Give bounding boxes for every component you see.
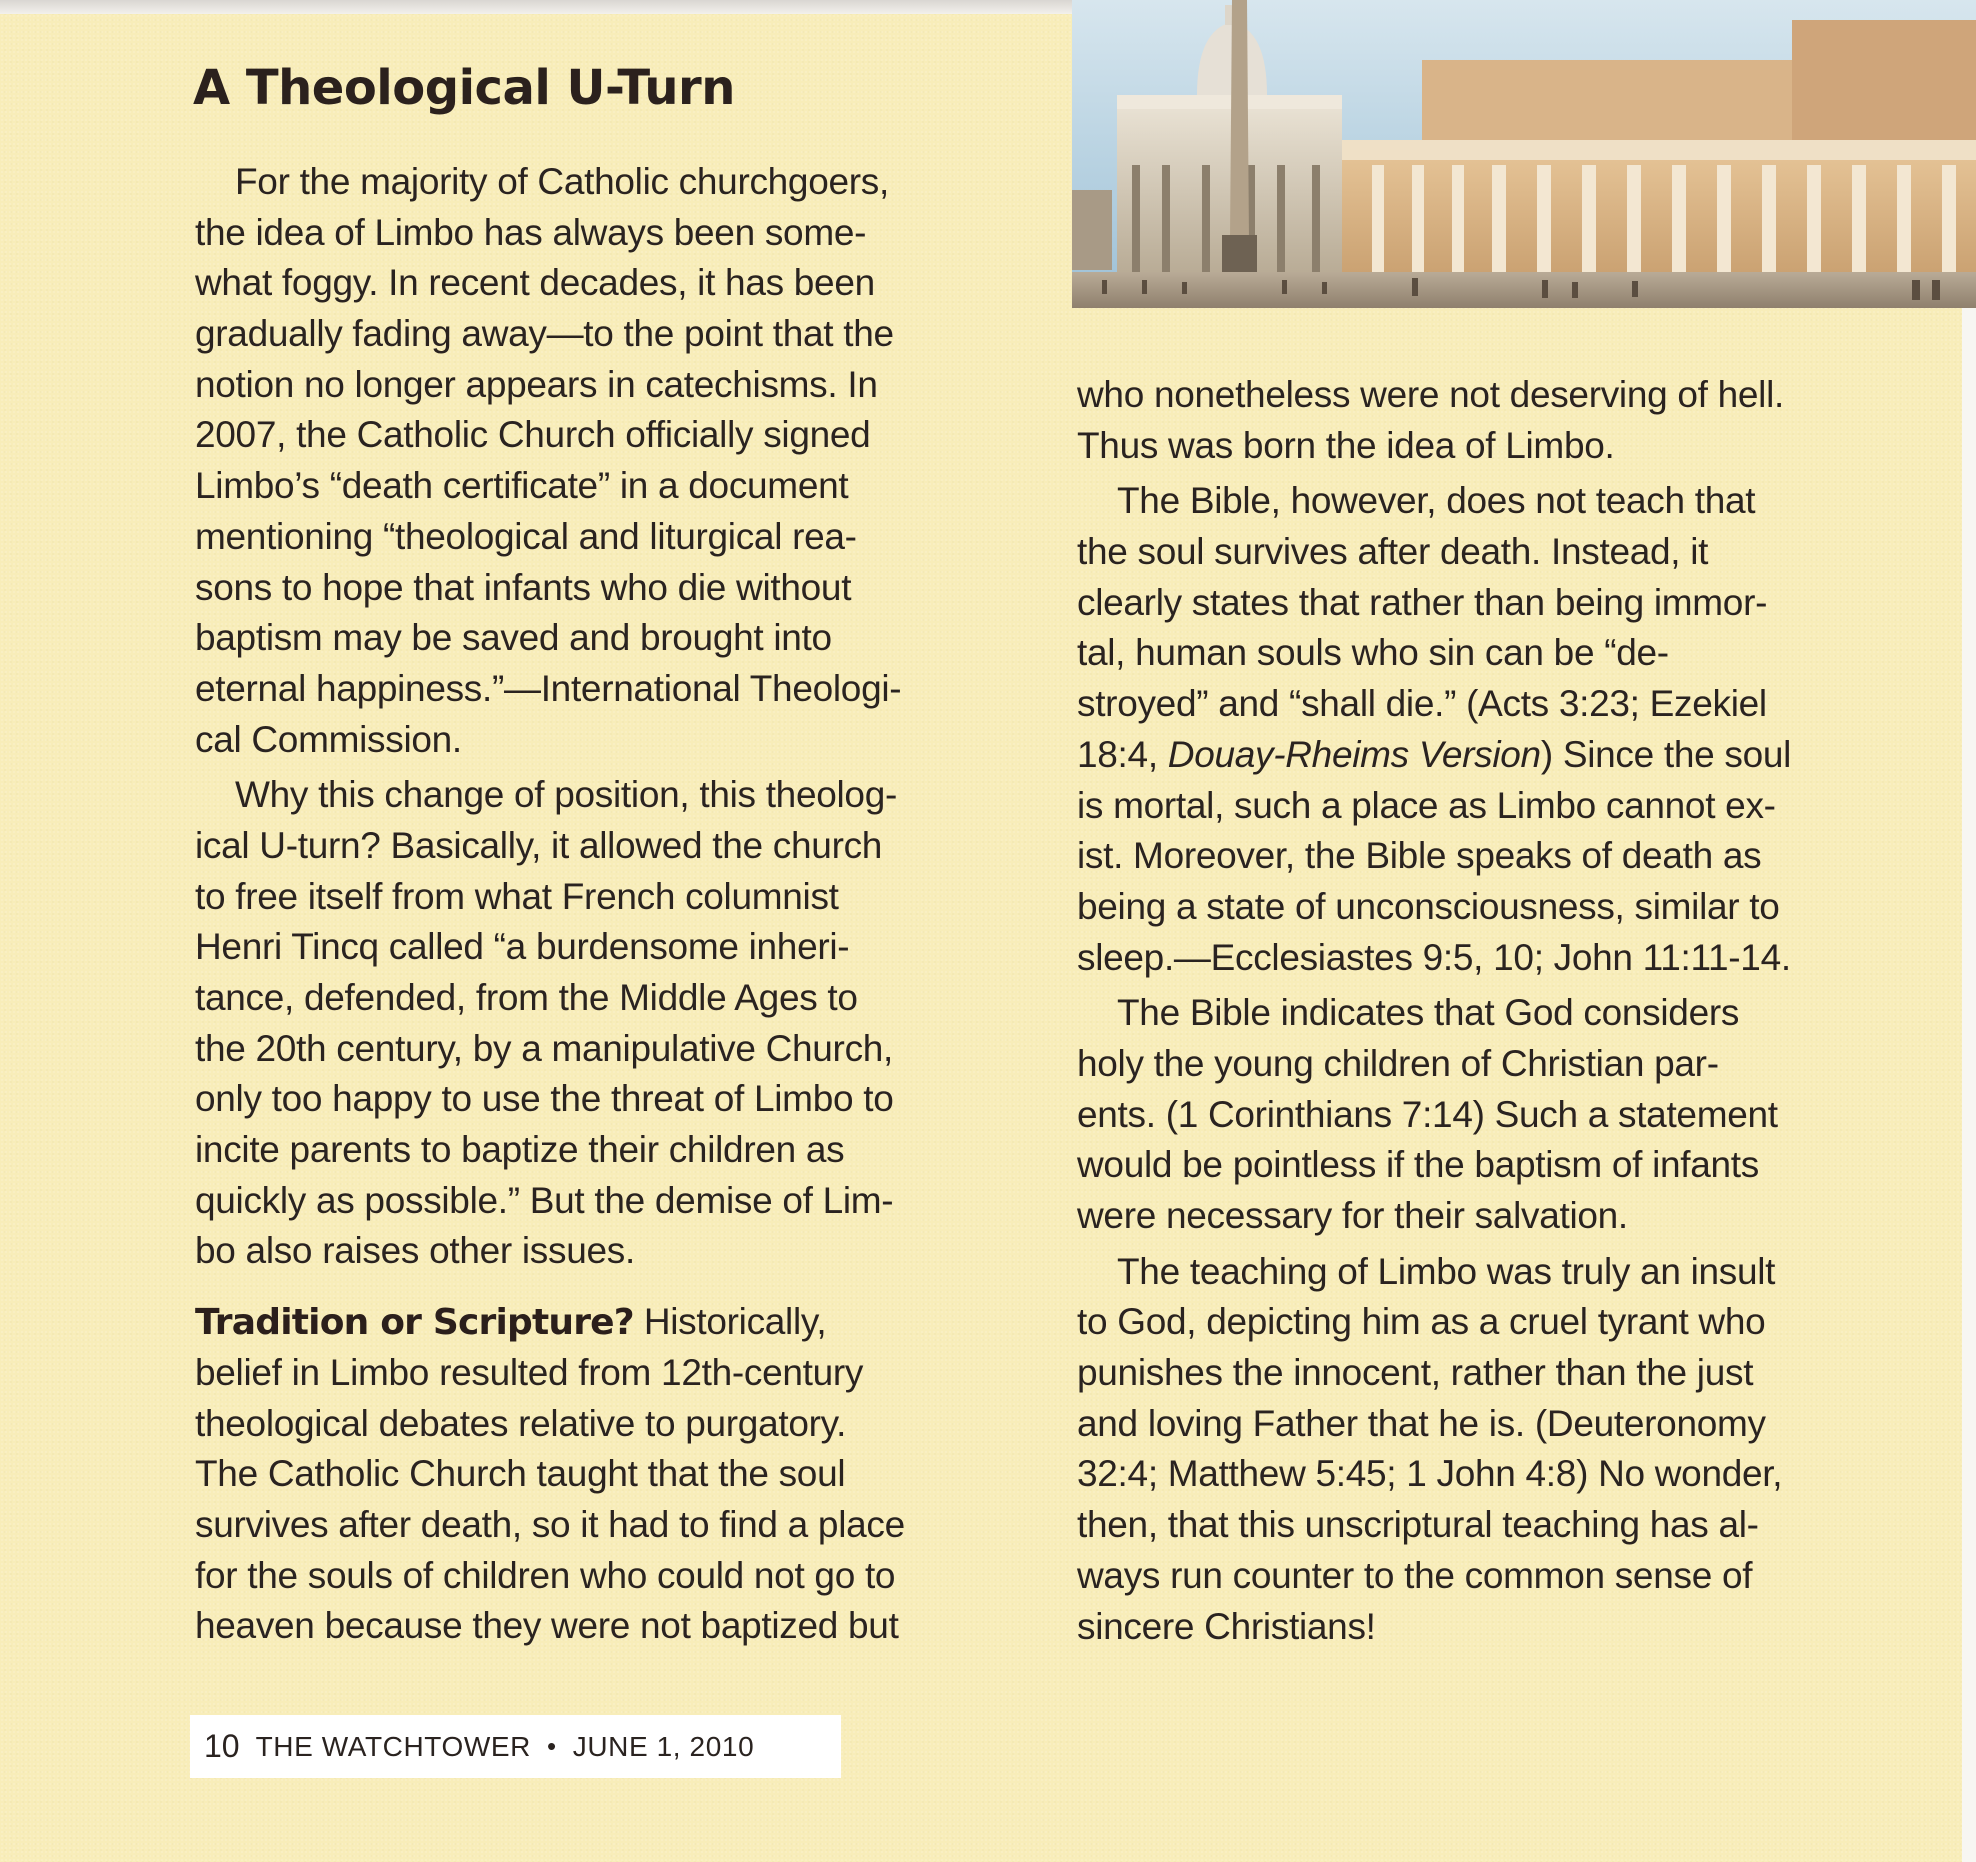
paragraph-line: ical U-turn? Basically, it allowed the church bbox=[195, 824, 883, 866]
paragraph-line: tal, human souls who sin can be “de- bbox=[1077, 632, 1669, 674]
paragraph-line: The teaching of Limbo was truly an insult bbox=[1117, 1250, 1776, 1292]
left-column bbox=[195, 157, 1035, 1652]
paragraph-line: and loving Father that he is. (Deuteronomy bbox=[1077, 1402, 1766, 1444]
paragraph-line: sons to hope that infants who die without bbox=[195, 566, 852, 608]
paragraph-line: For the majority of Catholic churchgoers, bbox=[235, 161, 889, 202]
paragraph-line: The Catholic Church taught that the soul bbox=[195, 1453, 846, 1495]
paragraph-line: quickly as possible.” But the demise of Lim- bbox=[195, 1179, 894, 1221]
paragraph-tradition-or-scripture bbox=[195, 1297, 1035, 1652]
paragraph-line: ways run counter to the common sense of bbox=[1077, 1554, 1753, 1596]
paragraph-line: survives after death, so it had to find a place bbox=[195, 1503, 905, 1545]
paragraph-tradition-body bbox=[195, 1348, 1035, 1652]
page-footer bbox=[190, 1715, 841, 1778]
paragraph-bible-teaching bbox=[1077, 476, 1937, 983]
section-subheading: Tradition or Scripture? bbox=[195, 1302, 634, 1344]
paragraph-line: ist. Moreover, the Bible speaks of death as bbox=[1077, 835, 1762, 877]
paragraph-line: baptism may be saved and brought into bbox=[195, 617, 832, 659]
paragraph-line: mentioning “theological and liturgical rea- bbox=[195, 515, 857, 557]
paragraph-continued bbox=[1077, 370, 1937, 471]
paragraph-line: to free itself from what French columnist bbox=[195, 875, 839, 917]
paragraph-line bbox=[1077, 730, 1937, 781]
paragraph-line: heaven because they were not baptized but bbox=[195, 1605, 899, 1647]
paragraph-line: holy the young children of Christian par- bbox=[1077, 1042, 1719, 1084]
paragraph-line: cal Commission. bbox=[195, 718, 462, 760]
paragraph-line: incite parents to baptize their children as bbox=[195, 1129, 845, 1171]
paragraph-line: the idea of Limbo has always been some- bbox=[195, 211, 867, 253]
paragraph-line: were necessary for their salvation. bbox=[1077, 1195, 1628, 1236]
paragraph-line-text: Historically, bbox=[633, 1301, 827, 1343]
paragraph-line: clearly states that rather than being immor- bbox=[1077, 581, 1768, 623]
paragraph-line: would be pointless if the baptism of infants bbox=[1077, 1144, 1759, 1186]
paragraph-line: Thus was born the idea of Limbo. bbox=[1077, 424, 1615, 466]
paragraph-insult-to-god bbox=[1077, 1247, 1937, 1653]
paragraph-line: belief in Limbo resulted from 12th-century bbox=[195, 1351, 864, 1393]
bible-version-italic: Douay-Rheims Version bbox=[1167, 733, 1541, 775]
paragraph-line: bo also raises other issues. bbox=[195, 1230, 635, 1272]
paragraph-line: Why this change of position, this theolog- bbox=[235, 774, 898, 816]
page-number: 10 bbox=[204, 1728, 240, 1764]
publication-name: THE WATCHTOWER bbox=[255, 1730, 532, 1762]
paragraph-line: being a state of unconsciousness, similar to bbox=[1077, 885, 1780, 927]
paragraph-line: what foggy. In recent decades, it has been bbox=[195, 262, 875, 304]
paragraph-line: to God, depicting him as a cruel tyrant who bbox=[1077, 1301, 1766, 1343]
paragraph-intro bbox=[195, 157, 1035, 765]
paragraph-line: is mortal, such a place as Limbo cannot ex- bbox=[1077, 784, 1776, 826]
issue-date: JUNE 1, 2010 bbox=[572, 1730, 755, 1762]
paragraph-line: the 20th century, by a manipulative Church, bbox=[195, 1027, 894, 1069]
paragraph-line: for the souls of children who could not go to bbox=[195, 1554, 896, 1596]
paragraph-line: The Bible indicates that God considers bbox=[1117, 992, 1740, 1034]
paragraph-u-turn bbox=[195, 770, 1035, 1277]
paragraph-line: sleep.—Ecclesiastes 9:5, 10; John 11:11-14. bbox=[1077, 936, 1791, 978]
paragraph-line: Limbo’s “death certificate” in a document bbox=[195, 465, 849, 507]
paragraph-line: 2007, the Catholic Church officially signed bbox=[195, 414, 871, 456]
article-title: A Theological U-Turn bbox=[193, 60, 735, 116]
paragraph-line: then, that this unscriptural teaching has al- bbox=[1077, 1504, 1759, 1546]
paragraph-line: stroyed” and “shall die.” (Acts 3:23; Ezekiel bbox=[1077, 683, 1767, 725]
paragraph-line: only too happy to use the threat of Limbo to bbox=[195, 1078, 894, 1120]
paragraph-line: ents. (1 Corinthians 7:14) Such a statement bbox=[1077, 1093, 1778, 1135]
bullet-separator: • bbox=[547, 1731, 557, 1761]
st-peters-square-photo bbox=[1072, 0, 1976, 308]
paragraph-line: tance, defended, from the Middle Ages to bbox=[195, 977, 858, 1018]
paragraph-line-text: ) Since the soul bbox=[1540, 733, 1792, 775]
paragraph-line: 32:4; Matthew 5:45; 1 John 4:8) No wonder, bbox=[1077, 1453, 1783, 1495]
paragraph-line: eternal happiness.”—International Theologi- bbox=[195, 667, 902, 709]
paragraph-line: who nonetheless were not deserving of hell. bbox=[1077, 374, 1784, 415]
paragraph-line: notion no longer appears in catechisms. In bbox=[195, 363, 878, 405]
paragraph-line: punishes the innocent, rather than the just bbox=[1077, 1352, 1754, 1394]
paragraph-line: The Bible, however, does not teach that bbox=[1117, 480, 1756, 522]
right-column bbox=[1077, 370, 1937, 1652]
paragraph-line-text: 18:4, bbox=[1077, 733, 1168, 775]
paragraph-line bbox=[195, 1297, 1035, 1348]
paragraph-holy-children bbox=[1077, 988, 1937, 1241]
paragraph-line: Henri Tincq called “a burdensome inheri- bbox=[195, 926, 850, 968]
paragraph-line: sincere Christians! bbox=[1077, 1605, 1376, 1647]
paragraph-line: the soul survives after death. Instead, it bbox=[1077, 531, 1709, 573]
paragraph-line: gradually fading away—to the point that the bbox=[195, 313, 894, 355]
paragraph-line: theological debates relative to purgatory. bbox=[195, 1402, 847, 1444]
